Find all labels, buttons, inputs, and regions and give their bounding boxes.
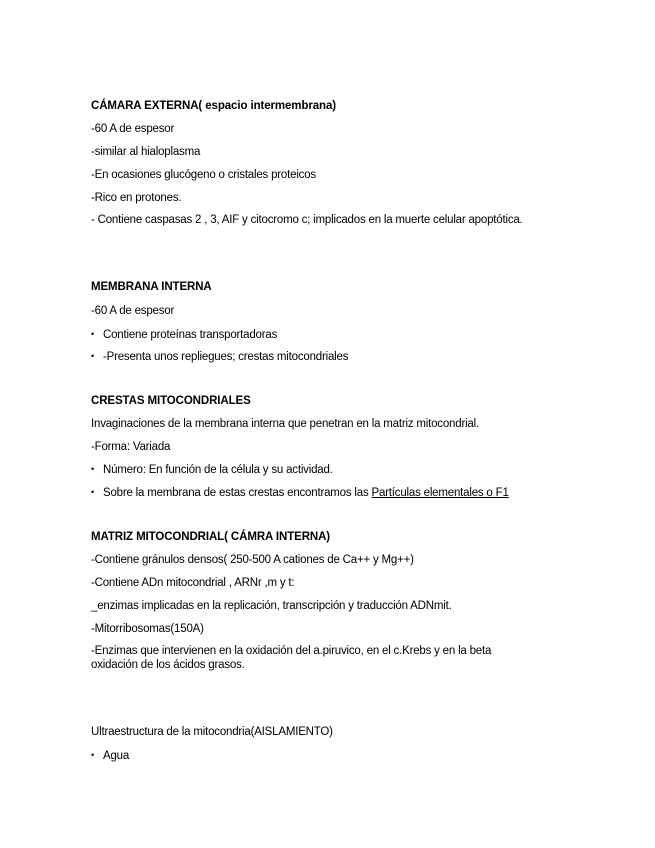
bullet-icon: • [91, 351, 94, 361]
ultra-line-1: Ultraestructura de la mitocondria(AISLAMIENTO) [91, 726, 333, 738]
bullet-icon: • [91, 329, 94, 339]
matriz-line-1: -Contiene gránulos densos( 250-500 A cationes de Ca++ y Mg++) [91, 554, 414, 566]
matriz-line-2: -Contiene ADn mitocondrial , ARNr ,m y t: [91, 577, 295, 589]
bullet-icon: • [91, 464, 94, 474]
particulas-link[interactable]: Partículas elementales o F1 [371, 487, 509, 499]
ultra-bullet-1 [91, 748, 129, 763]
crestas-bullet-1-text: Número: En función de la célula y su actividad. [103, 464, 333, 476]
crestas-line-2: -Forma: Variada [91, 441, 171, 453]
bullet-icon: • [91, 487, 94, 497]
membrana-bullet-2 [91, 349, 348, 364]
crestas-bullet-2-text: Sobre la membrana de estas crestas encontramos las [103, 487, 372, 499]
membrana-line-1: -60 A de espesor [91, 305, 175, 317]
heading-matriz: MATRIZ MITOCONDRIAL( CÁMRA INTERNA) [91, 531, 331, 543]
heading-membrana-interna: MEMBRANA INTERNA [91, 281, 212, 293]
crestas-line-1: Invaginaciones de la membrana interna que penetran en la matriz mitocondrial. [91, 418, 479, 430]
heading-crestas: CRESTAS MITOCONDRIALES [91, 395, 251, 407]
heading-camara-externa: CÁMARA EXTERNA( espacio intermembrana) [91, 100, 336, 112]
camara-line-2: -similar al hialoplasma [91, 146, 201, 158]
matriz-line-5: -Enzimas que intervienen en la oxidación del a.piruvico, en el c.Krebs y en la beta oxidación de los ácidos grasos. [91, 645, 492, 671]
membrana-bullet-2-text: -Presenta unos repliegues; crestas mitocondriales [103, 351, 349, 363]
ultra-bullet-1-text: Agua [103, 750, 130, 762]
camara-line-4: -Rico en protones. [91, 192, 182, 204]
matriz-line-4: -Mitorribosomas(150A) [91, 623, 204, 635]
matriz-line-3: _enzimas implicadas en la replicación, transcripción y traducción ADNmit. [91, 600, 452, 612]
membrana-bullet-1 [91, 327, 277, 342]
camara-line-5: - Contiene caspasas 2 , 3, AIF y citocromo c; implicados en la muerte celular apoptótica. [91, 214, 523, 226]
camara-line-3: -En ocasiones glucógeno o cristales proteicos [91, 169, 316, 181]
camara-line-1: -60 A de espesor [91, 123, 175, 135]
crestas-bullet-1 [91, 462, 333, 477]
bullet-icon: • [91, 750, 94, 760]
membrana-bullet-1-text: Contiene proteínas transportadoras [103, 329, 278, 341]
crestas-bullet-2 [91, 485, 509, 500]
